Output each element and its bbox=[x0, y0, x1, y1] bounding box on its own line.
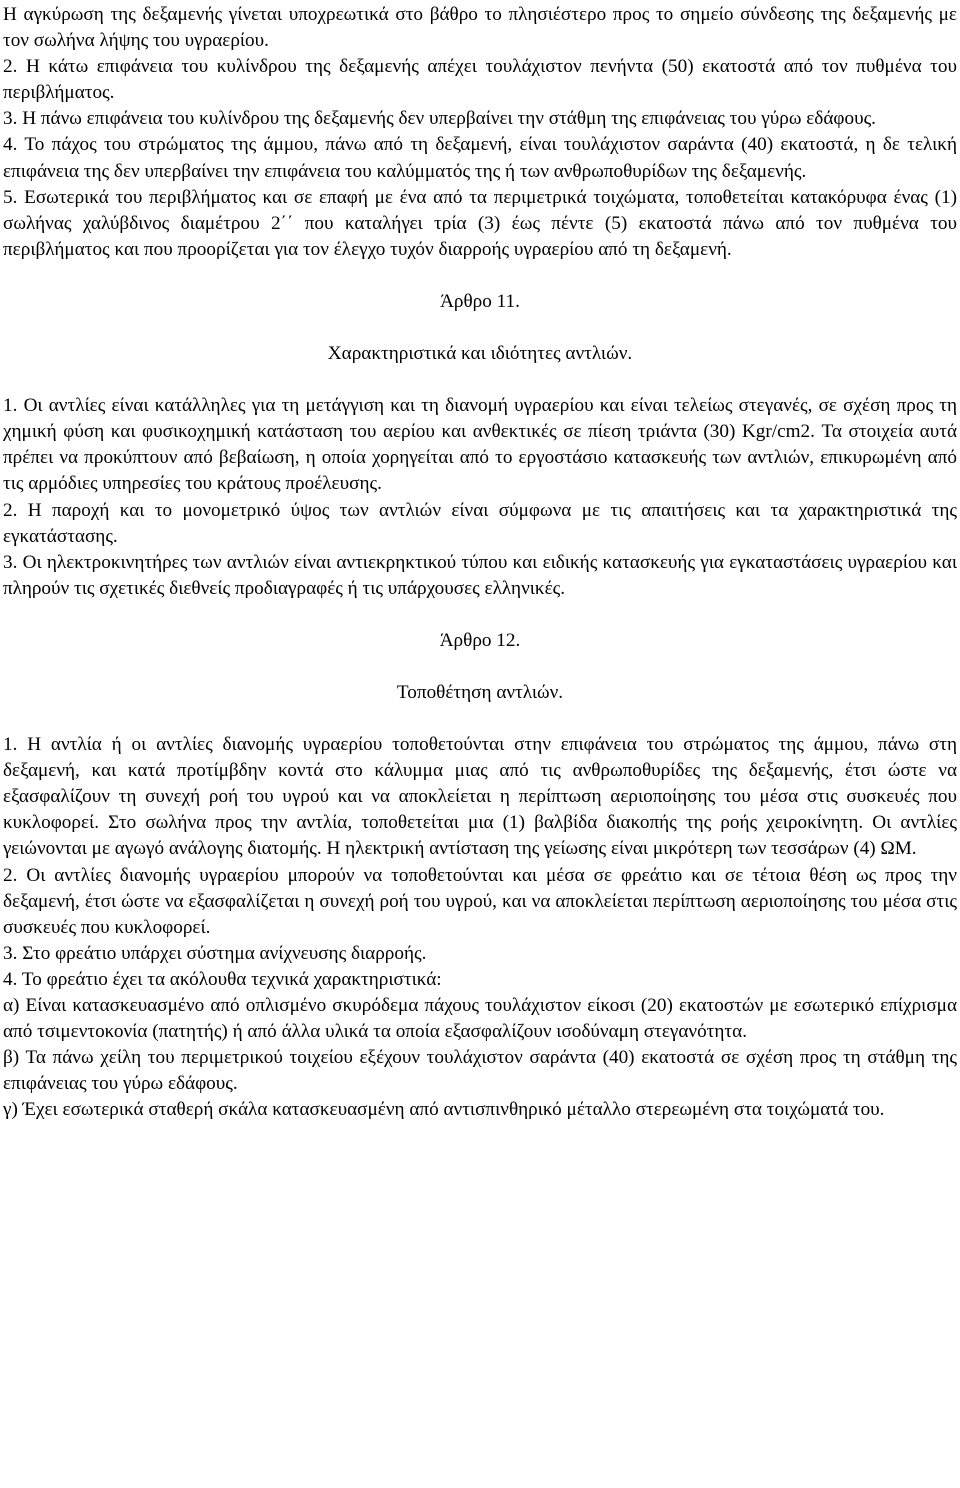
article-12-subtitle: Τοποθέτηση αντλιών. bbox=[396, 681, 564, 703]
article-11-title: Άρθρο 11. bbox=[440, 290, 520, 312]
article-12-item-4c: γ) Έχει εσωτερικά σταθερή σκάλα κατασκευασμένη από αντισπινθηρικό μέταλλο στερεωμένη στα τοιχώματά του. bbox=[3, 1099, 885, 1121]
article-11-item-3: 3. Οι ηλεκτροκινητήρες των αντλιών είναι αντιεκρηκτικού τύπου και ειδικής κατασκευής για εγκαταστάσεις υγραερίου και πληρούν τις σχετικές διεθνείς προδιαγραφές ή τις υπάρχουσες ελληνικές. bbox=[3, 551, 957, 599]
article-12-item-3: 3. Στο φρεάτιο υπάρχει σύστημα ανίχνευσης διαρροής. bbox=[3, 942, 427, 964]
article-11-item-1: 1. Οι αντλίες είναι κατάλληλες για τη μετάγγιση και τη διανομή υγραερίου και είναι τελείως στεγανές, σε σχέση προς τη χημική φύση και φυσικοχημική κατάσταση του αερίου και ανθεκτικές σε πίεση τριάντα (30) Kgr/cm2. Τα στοιχεία αυτά πρέπει να προκύπτουν από βεβαίωση, η οποία χορηγείται από το εργοστάσιο κατασκευής των αντλιών, επικυρωμένη από τις αρμόδιες υπηρεσίες του κράτους προέλευσης. bbox=[3, 395, 957, 495]
article-12-item-4: 4. Το φρεάτιο έχει τα ακόλουθα τεχνικά χαρακτηριστικά: bbox=[3, 968, 442, 990]
article-12-title: Άρθρο 12. bbox=[439, 629, 521, 651]
article-12-item-4b: β) Τα πάνω χείλη του περιμετρικού τοιχείου εξέχουν τουλάχιστον σαράντα (40) εκατοστά σε σχέση προς τη στάθμη της επιφάνειας του γύρω εδάφους. bbox=[3, 1047, 957, 1095]
paragraph-item-4: 4. Το πάχος του στρώματος της άμμου, πάνω από τη δεξαμενή, είναι τουλάχιστον σαράντα (40) εκατοστά, η δε τελική επιφάνεια της δεν υπερβαίνει την επιφάνεια του καλύμματός της ή των ανθρωποθυρίδων της δεξαμενής. bbox=[3, 134, 957, 182]
paragraph-item-2: 2. Η κάτω επιφάνεια του κυλίνδρου της δεξαμενής απέχει τουλάχιστον πενήντα (50) εκατοστά από τον πυθμένα του περιβλήματος. bbox=[3, 56, 957, 104]
paragraph-item-5: 5. Εσωτερικά του περιβλήματος και σε επαφή με ένα από τα περιμετρικά τοιχώματα, τοποθετείται κατακόρυφα ένας (1) σωλήνας χαλύβδινος διαμέτρου 2΄΄ που καταλήγει τρία (3) έως πέντε (5) εκατοστά πάνω από τον πυθμένα του περιβλήματος και που προορίζεται για τον έλεγχο τυχόν διαρροής υγραερίου από τη δεξαμενή. bbox=[3, 186, 957, 260]
article-12-item-2: 2. Οι αντλίες διανομής υγραερίου μπορούν να τοποθετούνται και μέσα σε φρεάτιο και σε τέτοια θέση ως προς την δεξαμενή, έτσι ώστε να εξασφαλίζεται η συνεχή ροή του υγρού, και να αποκλείεται περίπτωση αεριοποίησης του μέσα στις συσκευές που κυκλοφορεί. bbox=[3, 864, 957, 938]
article-12-item-1: 1. Η αντλία ή οι αντλίες διανομής υγραερίου τοποθετούνται στην επιφάνεια του στρώματος της άμμου, πάνω στη δεξαμενή, και κατά προτίμβδην κοντά στο κάλυμμα μιας από τις ανθρωποθυρίδες της δεξαμενής, έτσι ώστε να εξασφαλίζουν τη συνεχή ροή του υγρού και να αποκλείεται η περίπτωση αεριοποίησης του μέσα στις συσκευές που κυκλοφορεί. Στο σωλήνα προς την αντλία, τοποθετείται μια (1) βαλβίδα διακοπής της ροής χειροκίνητη. Οι αντλίες γειώνονται με αγωγό ανάλογης διατομής. Η ηλεκτρική αντίσταση της γείωσης είναι μικρότερη των τεσσάρων (4) ΩΜ. bbox=[3, 734, 957, 860]
article-11-item-2: 2. Η παροχή και το μονομετρικό ύψος των αντλιών είναι σύμφωνα με τις απαιτήσεις και τα χαρακτηριστικά της εγκατάστασης. bbox=[3, 499, 957, 547]
paragraph-anchoring: Η αγκύρωση της δεξαμενής γίνεται υποχρεωτικά στο βάθρο το πλησιέστερο προς το σημείο σύνδεσης της δεξαμενής με τον σωλήνα λήψης του υγραερίου. bbox=[3, 4, 957, 52]
article-12-item-4a: α) Είναι κατασκευασμένο από οπλισμένο σκυρόδεμα πάχους τουλάχιστον είκοσι (20) εκατοστών με εσωτερικό επίχρισμα από τσιμεντοκονία (πατητής) ή από άλλα υλικά τα οποία εξασφαλίζουν ισοδύναμη στεγανότητα. bbox=[3, 995, 957, 1043]
article-11-subtitle: Χαρακτηριστικά και ιδιότητες αντλιών. bbox=[327, 343, 633, 365]
paragraph-item-3: 3. Η πάνω επιφάνεια του κυλίνδρου της δεξαμενής δεν υπερβαίνει την στάθμη της επιφάνειας του γύρω εδάφους. bbox=[3, 108, 876, 130]
